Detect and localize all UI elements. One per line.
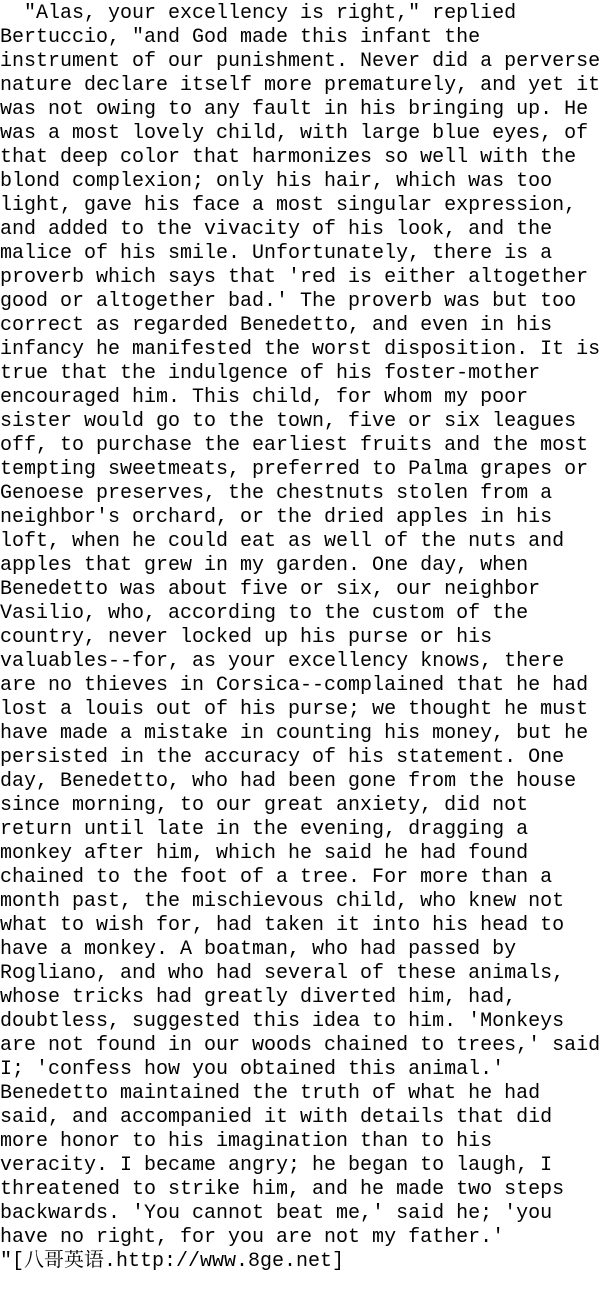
text-line: that deep color that harmonizes so well with the xyxy=(0,146,577,169)
text-line: doubtless, suggested this idea to him. 'Monkeys xyxy=(0,1010,565,1033)
text-line: said, and accompanied it with details that did xyxy=(0,1106,553,1129)
text-line: good or altogether bad.' The proverb was but too xyxy=(0,290,577,313)
source-link-line: "[八哥英语.http://www.8ge.net] xyxy=(0,1250,345,1273)
text-line: lost a louis out of his purse; we thought he must xyxy=(0,698,589,721)
text-line: nature declare itself more prematurely, and yet it xyxy=(0,74,600,97)
text-line: malice of his smile. Unfortunately, there is a xyxy=(0,242,553,265)
text-line: light, gave his face a most singular expression, xyxy=(0,194,577,217)
text-line: Benedetto maintained the truth of what he had xyxy=(0,1082,541,1105)
text-line: return until late in the evening, dragging a xyxy=(0,818,529,841)
text-line: are no thieves in Corsica--complained that he had xyxy=(0,674,589,697)
text-line: monkey after him, which he said he had found xyxy=(0,842,529,865)
text-line: persisted in the accuracy of his statement. One xyxy=(0,746,565,769)
text-line: more honor to his imagination than to his xyxy=(0,1130,493,1153)
text-line: proverb which says that 'red is either altogether xyxy=(0,266,589,289)
text-line: have no right, for you are not my father.' xyxy=(0,1226,505,1249)
text-line: have made a mistake in counting his money, but he xyxy=(0,722,589,745)
text-line: tempting sweetmeats, preferred to Palma grapes or xyxy=(0,458,589,481)
text-line: chained to the foot of a tree. For more than a xyxy=(0,866,553,889)
text-line: month past, the mischievous child, who knew not xyxy=(0,890,565,913)
text-line: backwards. 'You cannot beat me,' said he; 'you xyxy=(0,1202,553,1225)
text-line: Benedetto was about five or six, our neighbor xyxy=(0,578,541,601)
text-line: Genoese preserves, the chestnuts stolen from a xyxy=(0,482,553,505)
text-line: infancy he manifested the worst disposition. It is xyxy=(0,338,600,361)
text-line: whose tricks had greatly diverted him, had, xyxy=(0,986,517,1009)
text-line: valuables--for, as your excellency knows, there xyxy=(0,650,565,673)
text-line: day, Benedetto, who had been gone from the house xyxy=(0,770,577,793)
text-line: threatened to strike him, and he made two steps xyxy=(0,1178,565,1201)
text-line: true that the indulgence of his foster-mother xyxy=(0,362,541,385)
text-line: Vasilio, who, according to the custom of the xyxy=(0,602,529,625)
text-line: encouraged him. This child, for whom my poor xyxy=(0,386,529,409)
text-line: have a monkey. A boatman, who had passed by xyxy=(0,938,517,961)
text-line: what to wish for, had taken it into his head to xyxy=(0,914,565,937)
text-line: country, never locked up his purse or his xyxy=(0,626,493,649)
text-line: sister would go to the town, five or six leagues xyxy=(0,410,577,433)
document-body xyxy=(0,2,600,1274)
text-line: loft, when he could eat as well of the nuts and xyxy=(0,530,565,553)
text-line: off, to purchase the earliest fruits and the most xyxy=(0,434,589,457)
text-line: since morning, to our great anxiety, did not xyxy=(0,794,529,817)
text-line: Bertuccio, "and God made this infant the xyxy=(0,26,481,49)
text-line: veracity. I became angry; he began to laugh, I xyxy=(0,1154,553,1177)
text-line: neighbor's orchard, or the dried apples in his xyxy=(0,506,553,529)
text-line: was a most lovely child, with large blue eyes, of xyxy=(0,122,589,145)
text-line: Rogliano, and who had several of these animals, xyxy=(0,962,565,985)
text-line: I; 'confess how you obtained this animal.' xyxy=(0,1058,505,1081)
text-line: apples that grew in my garden. One day, when xyxy=(0,554,529,577)
text-line: blond complexion; only his hair, which was too xyxy=(0,170,553,193)
text-line: are not found in our woods chained to trees,' said xyxy=(0,1034,600,1057)
text-line: instrument of our punishment. Never did a perverse xyxy=(0,50,600,73)
text-line: correct as regarded Benedetto, and even in his xyxy=(0,314,553,337)
text-line: was not owing to any fault in his bringing up. He xyxy=(0,98,589,121)
text-line: "Alas, your excellency is right," replied xyxy=(0,2,517,25)
text-line: and added to the vivacity of his look, and the xyxy=(0,218,553,241)
